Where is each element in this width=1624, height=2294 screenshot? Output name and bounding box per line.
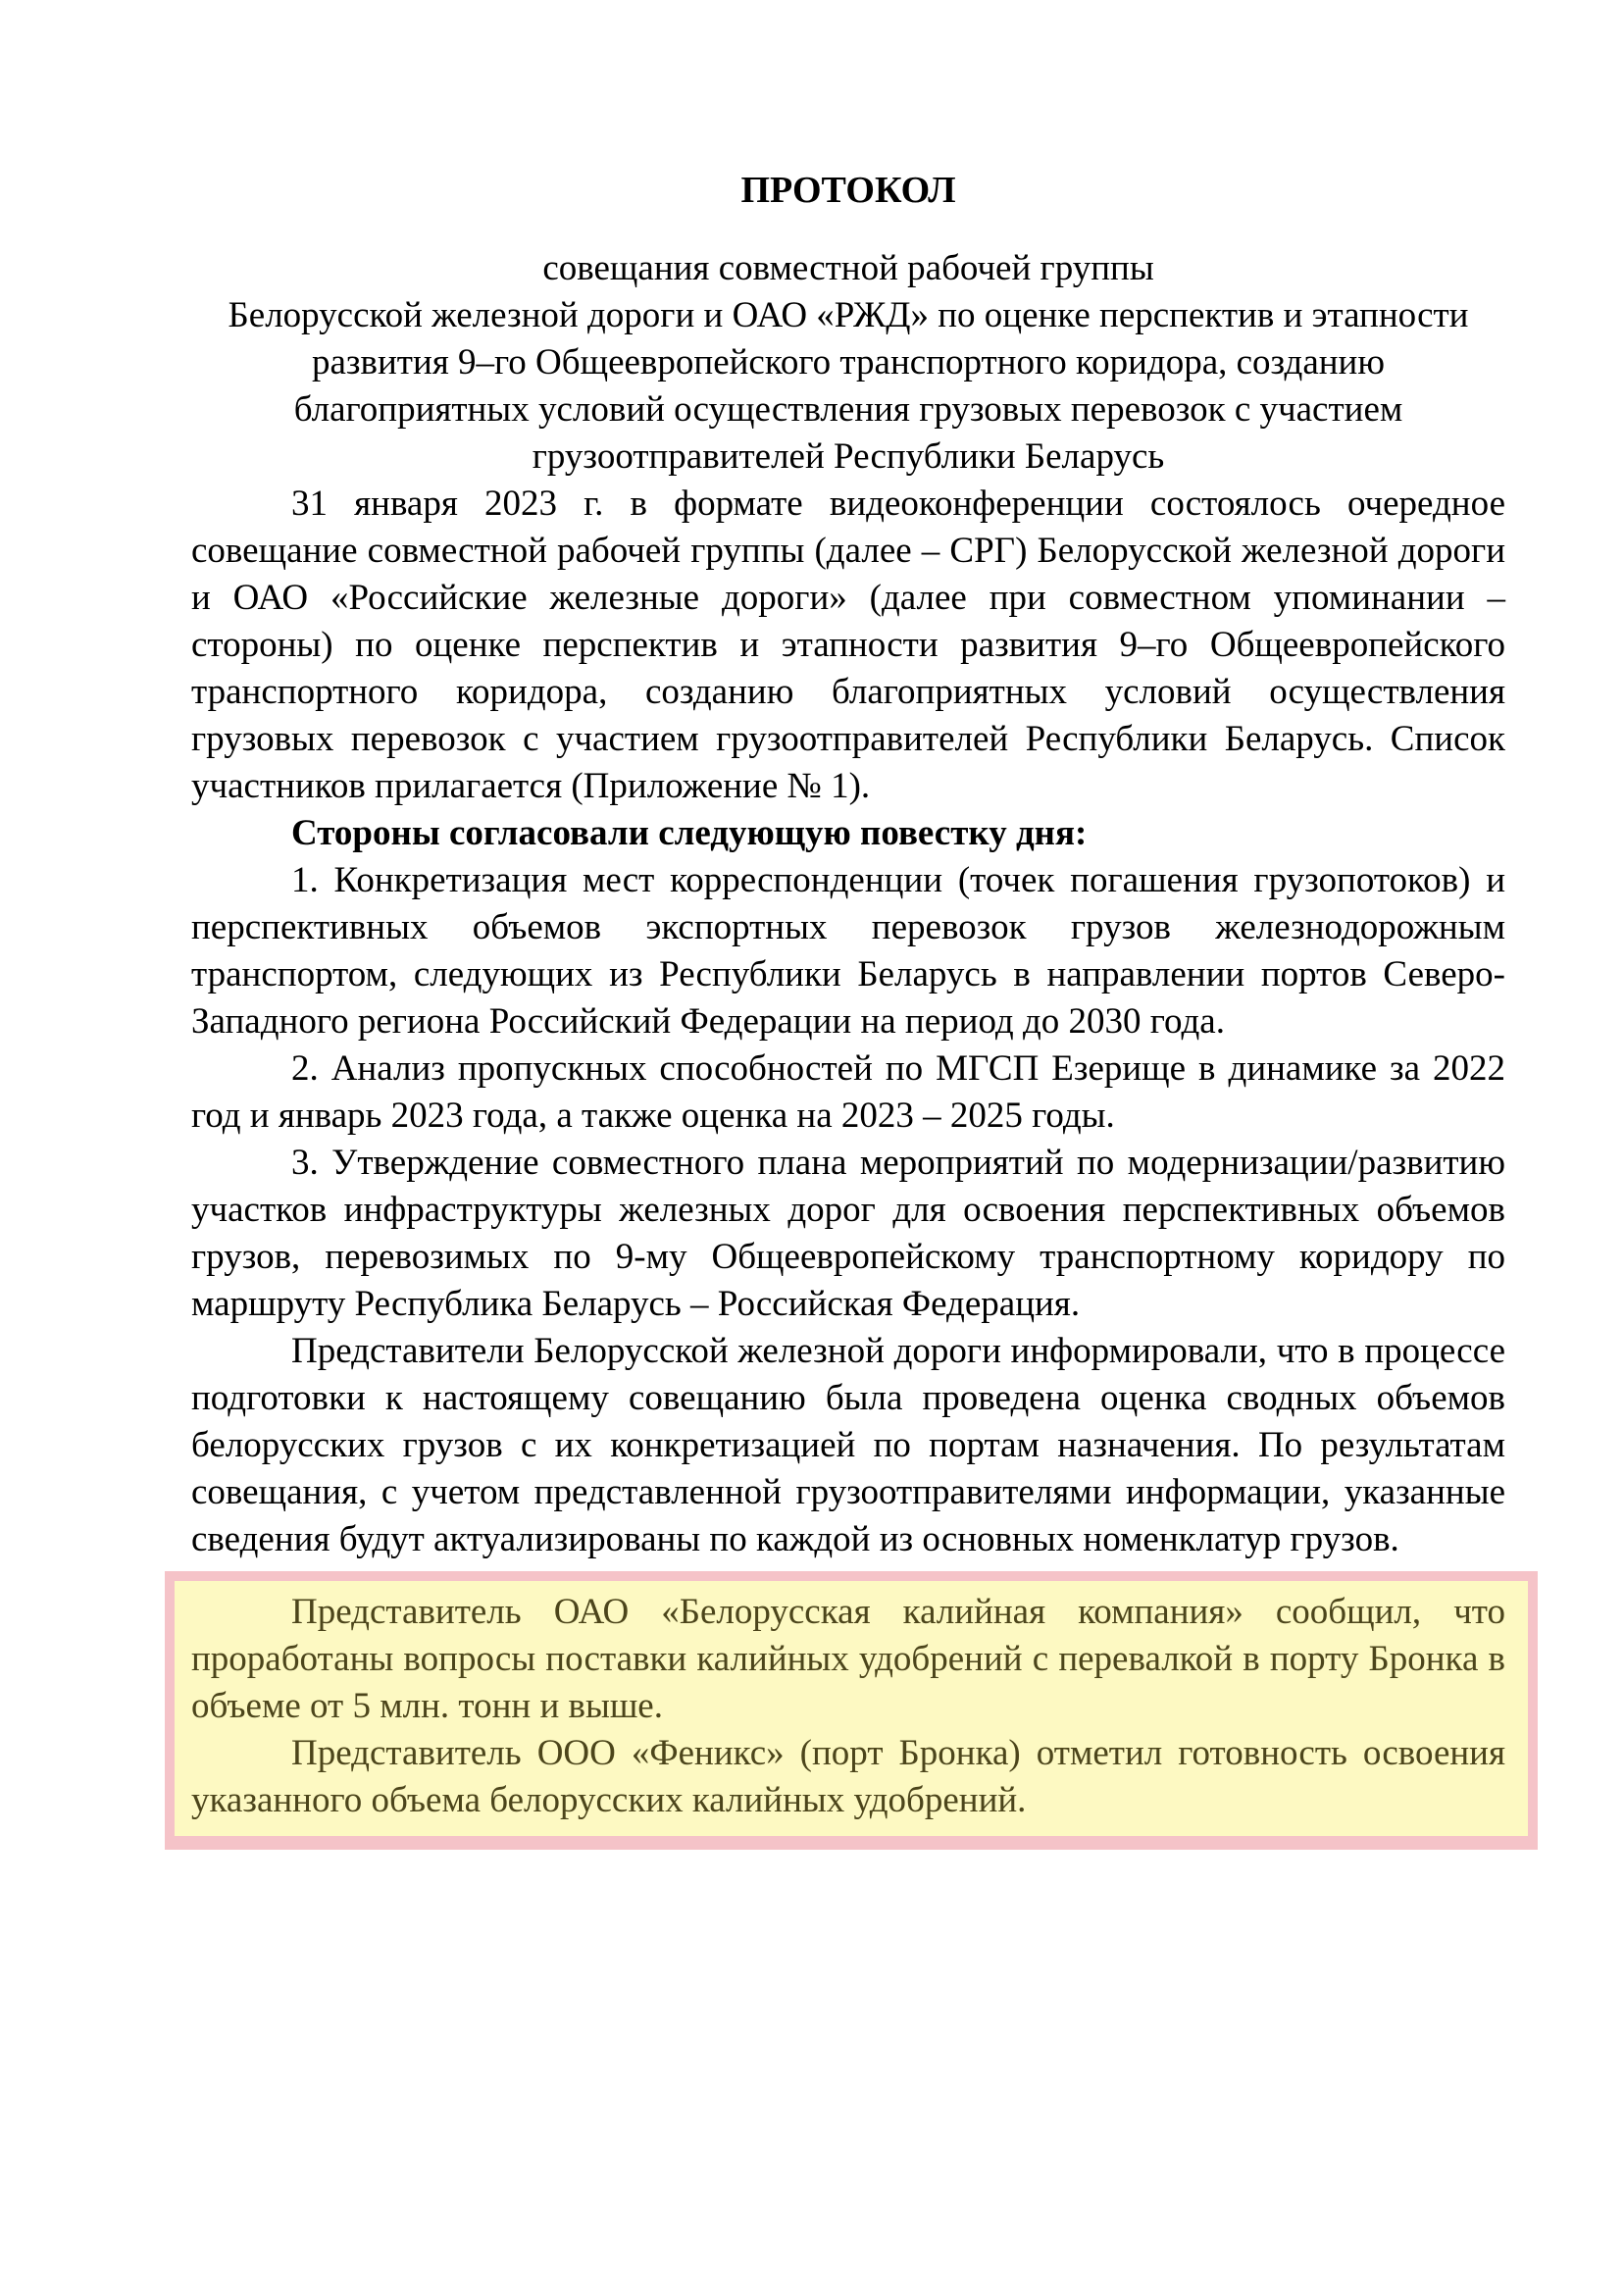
subtitle-line: Белорусской железной дороги и ОАО «РЖД» по оценке перспектив и этапности: [228, 295, 1469, 335]
agenda-heading: Стороны согласовали следующую повестку дня:: [291, 813, 1088, 853]
highlight-paragraph-2: Представитель ООО «Феникс» (порт Бронка) отметил готовность освоения указанного объема белорусских калийных удобрений.: [191, 1733, 1505, 1820]
document-title: ПРОТОКОЛ: [740, 170, 956, 211]
intro-paragraph: 31 января 2023 г. в формате видеоконференции состоялось очередное совещание совместной рабочей группы (далее – СРГ) Белорусской железной дороги и ОАО «Российские железные дороги» (далее при совместном упоминании – стороны) по оценке перспектив и этапности развития 9–го Общеевропейского транспортного коридора, созданию благоприятных условий осуществления грузовых перевозок с участием грузоотправителей Республики Беларусь. Список участников прилагается (Приложение № 1).: [191, 484, 1505, 806]
subtitle-line: совещания совместной рабочей группы: [542, 248, 1154, 288]
agenda-item-1: 1. Конкретизация мест корреспонденции (точек погашения грузопотоков) и перспективных объемов экспортных перевозок грузов железнодорожным транспортом, следующих из Республики Беларусь в направлении портов Северо-Западного региона Российский Федерации на период до 2030 года.: [191, 860, 1505, 1042]
highlight-paragraph-1: Представитель ОАО «Белорусская калийная компания» сообщил, что проработаны вопросы поставки калийных удобрений с перевалкой в порту Бронка в объеме от 5 млн. тонн и выше.: [191, 1592, 1505, 1726]
subtitle-line: благоприятных условий осуществления грузовых перевозок с участием: [293, 389, 1403, 430]
subtitle-line: грузоотправителей Республики Беларусь: [532, 436, 1165, 477]
subtitle-line: развития 9–го Общеевропейского транспортного коридора, созданию: [311, 342, 1385, 382]
representatives-paragraph: Представители Белорусской железной дороги информировали, что в процессе подготовки к настоящему совещанию была проведена оценка сводных объемов белорусских грузов с их конкретизацией по портам назначения. По результатам совещания, с учетом представленной грузоотправителями информации, указанные сведения будут актуализированы по каждой из основных номенклатур грузов.: [191, 1331, 1505, 1559]
agenda-item-2: 2. Анализ пропускных способностей по МГСП Езерище в динамике за 2022 год и январь 2023 года, а также оценка на 2023 – 2025 годы.: [191, 1048, 1505, 1136]
highlighted-block: [165, 1571, 1538, 1850]
document-subtitle: [191, 245, 1505, 481]
agenda-item-3: 3. Утверждение совместного плана мероприятий по модернизации/развитию участков инфраструктуры железных дорог для освоения перспективных объемов грузов, перевозимых по 9-му Общеевропейскому транспортному коридору по маршруту Республика Беларусь – Российская Федерация.: [191, 1143, 1505, 1324]
